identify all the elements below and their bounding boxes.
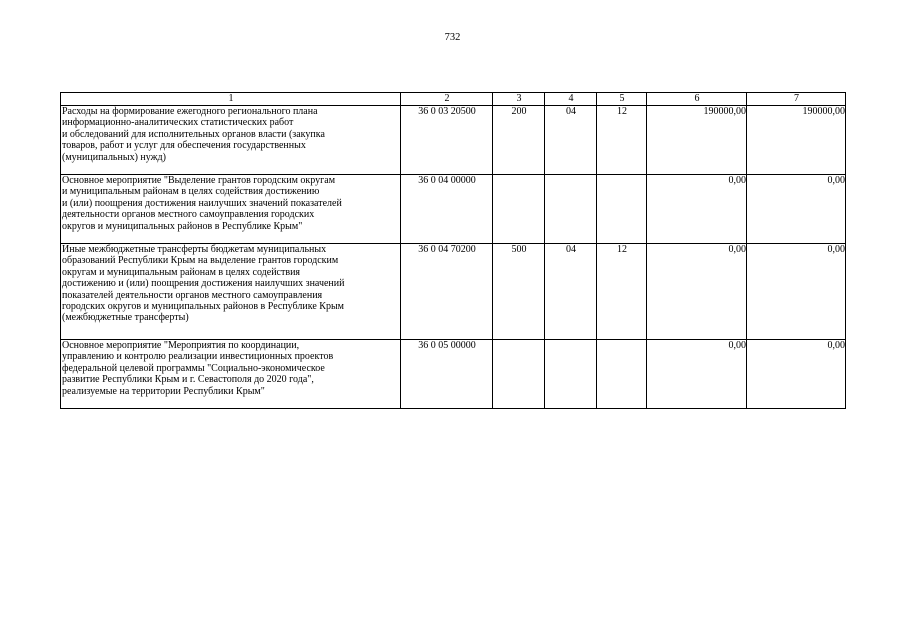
row-name-cell [61,175,401,244]
row-code: 36 0 05 00000 [401,340,493,409]
row-subsection: 12 [597,106,647,175]
row-amount-1: 0,00 [647,175,747,244]
table-row [61,244,846,340]
row-subsection: 12 [597,244,647,340]
row-amount-1: 190000,00 [647,106,747,175]
column-header-5: 5 [597,93,647,106]
row-subsection [597,175,647,244]
row-code: 36 0 04 00000 [401,175,493,244]
column-header-1: 1 [61,93,401,106]
row-name: Основное мероприятие "Мероприятия по координации, управлению и контролю реализации инвестиционных проектов федеральной целевой программы "Социально-экономическое развитие Республики Крым и г. Севастополя до 2020 года", реализуемые на территории Республики Крым" [62,340,334,397]
row-expense-type [493,340,545,409]
row-section: 04 [545,106,597,175]
row-name-cell [61,244,401,340]
column-header-4: 4 [545,93,597,106]
row-name-cell [61,106,401,175]
budget-table [60,92,846,409]
column-header-7: 7 [747,93,846,106]
table-row [61,340,846,409]
row-name: Расходы на формирование ежегодного регионального плана информационно-аналитических статистических работ и обследований для исполнительных органов власти (закупка товаров, работ и услуг для обеспечения государственных (муниципальных) нужд) [62,106,325,163]
row-name: Иные межбюджетные трансферты бюджетам муниципальных образований Республики Крым на выделение грантов городским округам и муниципальным районам в целях содействия достижению и (или) поощрения достижения наилучших значений показателей деятельности органов местного самоуправления городских округов и муниципальных районов в Республике Крым (межбюджетные трансферты) [62,244,345,324]
page-number: 732 [444,32,461,43]
row-amount-2: 0,00 [747,244,846,340]
row-amount-2: 190000,00 [747,106,846,175]
row-expense-type: 500 [493,244,545,340]
row-expense-type: 200 [493,106,545,175]
row-section: 04 [545,244,597,340]
row-code: 36 0 04 70200 [401,244,493,340]
column-header-3: 3 [493,93,545,106]
row-name: Основное мероприятие "Выделение грантов городским округам и муниципальным районам в целях содействия достижению и (или) поощрения достижения наилучших значений показателей деятельности органов местного самоуправления городских округов и муниципальных районов в Республике Крым" [62,175,342,232]
row-amount-1: 0,00 [647,244,747,340]
row-subsection [597,340,647,409]
row-expense-type [493,175,545,244]
row-name-cell [61,340,401,409]
row-amount-2: 0,00 [747,340,846,409]
row-section [545,175,597,244]
row-code: 36 0 03 20500 [401,106,493,175]
table-row [61,106,846,175]
row-section [545,340,597,409]
column-header-6: 6 [647,93,747,106]
row-amount-2: 0,00 [747,175,846,244]
column-header-2: 2 [401,93,493,106]
row-amount-1: 0,00 [647,340,747,409]
header-row [61,93,846,106]
table-row [61,175,846,244]
